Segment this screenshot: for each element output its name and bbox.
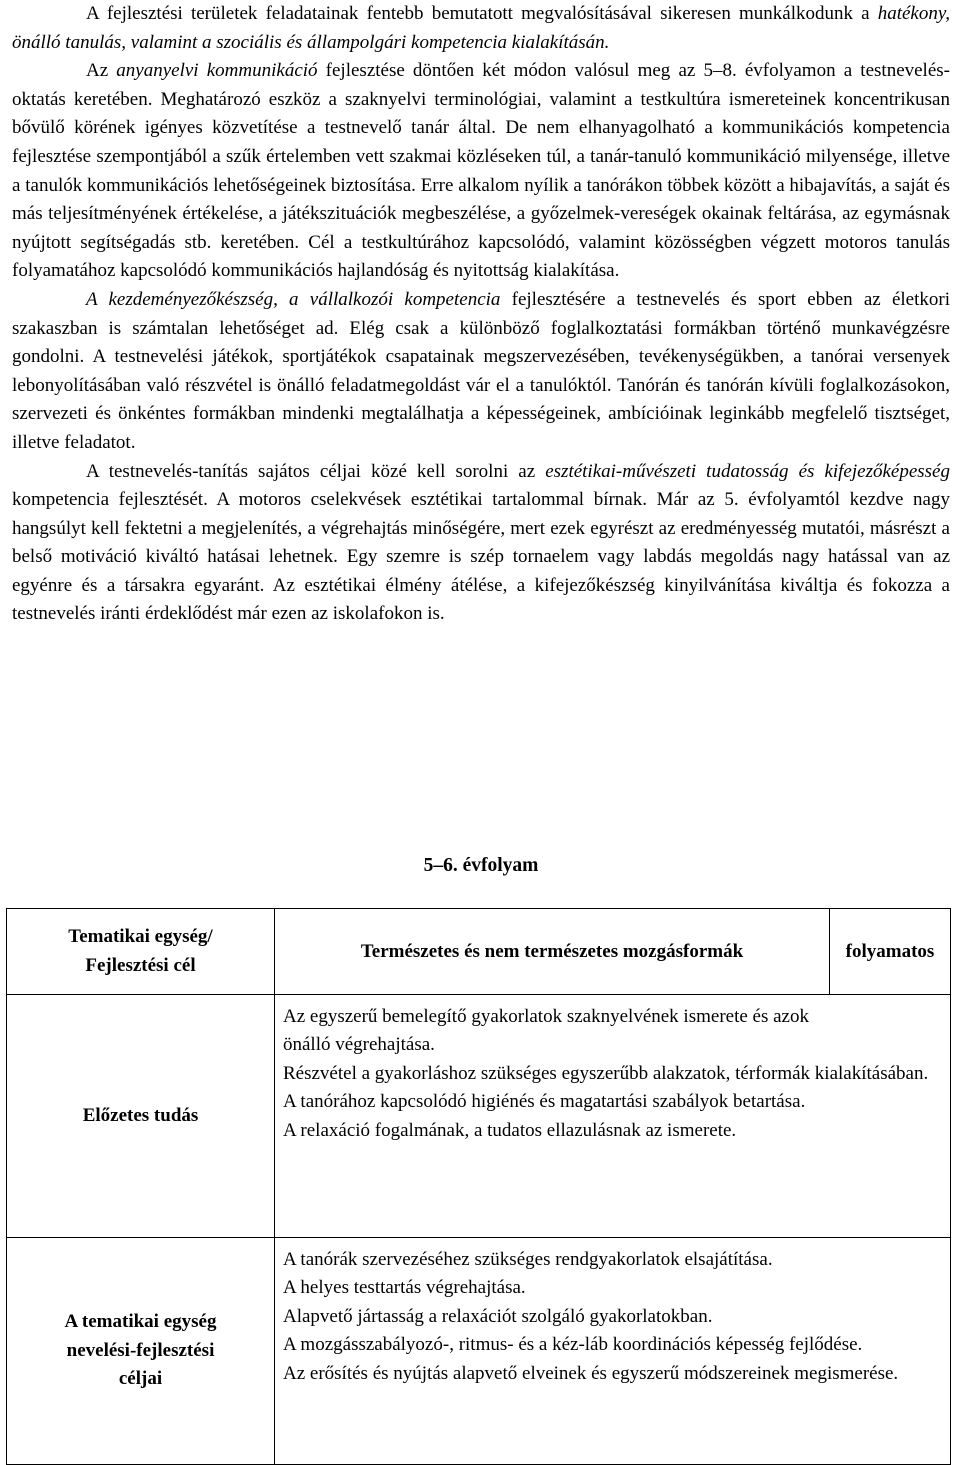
text-run: A fejlesztési területek feladatainak fentebb bemutatott megvalósításával sikeresen munkálkodunk a — [86, 3, 878, 24]
list-item: A relaxáció fogalmának, a tudatos ellazulásnak az ismerete. — [283, 1119, 737, 1141]
list-item: Az egyszerű bemelegítő gyakorlatok szaknyelvének ismerete és azok — [283, 1006, 809, 1027]
document-page — [12, 0, 950, 876]
text-run: fejlesztésére a testnevelés és sport ebben az életkori szakaszban is számtalan lehetőséget ad. Elég csak a különböző foglalkoztatási formákban történő munkavégzésre gondolni. A testnevelési játékok, sportjátékok csapatainak megszervezésében, tevékenységükben, a tanórai versenyek lebonyolításában való részvétel is önálló feladatmegoldást vár el a tanulóktól. Tanórán és tanórán kívüli foglalkozásokon, szervezeti és önkéntes formákban mindenki megtalálhatja a képességeinek, ambícióinak leginkább megfelelő tisztséget, illetve feladatot. — [12, 288, 950, 453]
cell-duration: folyamatos — [830, 909, 951, 995]
grade-heading: 5–6. évfolyam — [423, 855, 539, 876]
list-item: Részvétel a gyakorláshoz szükséges egyszerűbb alakzatok, térformák kialakításában. — [283, 1062, 929, 1084]
list-item: A tanórához kapcsolódó higiénés és magatartási szabályok betartása. — [283, 1091, 806, 1113]
italic-term: hatékony, önálló tanulás, valamint a szociális és állampolgári kompetencia kialakításán. — [12, 3, 950, 53]
goals-label-line: nevelési-fejlesztési — [66, 1339, 215, 1361]
unit-label-line: Tematikai egység/ — [68, 926, 213, 947]
text-run: fejlesztése döntően két módon valósul meg az 5–8. évfolyamon a testnevelés-oktatás keretében. Meghatározó eszköz a szaknyelvi terminológiai, valamint a testkultúra ismereteinek koncentrikusan bővülő körének igényes közvetítése a testnevelő tanár által. De nem elhanyagolható a kommunikációs kompetencia fejlesztése szempontjából a szűk értelemben vett szakmai közléseken túl, a tanár-tanuló kommunikáció milyensége, illetve a tanulók kommunikációs lehetőségeinek biztosítása. Erre alkalom nyílik a tanórákon többek között a hibajavítás, a saját és más teljesítményének értékelése, a játékszituációk megbeszélése, a győzelmek-vereségek okainak feltárása, az egymásnak nyújtott segítségadás stb. keretében. Cél a testkultúrához kapcsolódó, valamint közösségben végzett motoros tanulás folyamatához kapcsolódó kommunikációs hajlandóság és nyitottság kialakítása. — [12, 60, 950, 282]
list-item: Alapvető jártasság a relaxációt szolgáló gyakorlatokban. — [283, 1305, 713, 1327]
table-row-prior-knowledge — [7, 995, 951, 1238]
italic-term: A kezdeményezőkészség, a vállalkozói kompetencia — [86, 288, 501, 310]
cell-goals-list — [275, 1238, 951, 1465]
paragraph-initiative — [12, 286, 950, 458]
paragraph-competence-learning — [12, 0, 950, 57]
cell-prior-knowledge-list — [275, 995, 951, 1238]
list-item: A helyes testtartás végrehajtása. — [283, 1277, 526, 1299]
text-run: kompetencia fejlesztését. A motoros cselekvések esztétikai tartalommal bírnak. Már az 5. évfolyamtól kezdve nagy hangsúlyt kell fektetni a megjelenítés, a végrehajtás minőségére, mert ezek egyrészt az eredményesség mutatói, másrészt a belső motiváció kiváltó hatásai lehetnek. Egy szemre is szép tornaelem vagy labdás megoldás nagy hatással van az egyénre és a társakra egyaránt. Az esztétikai élmény átélése, a kifejezőkészség kinyilvánítása kiváltja és fokozza a testnevelés iránti érdeklődést már ezen az iskolafokon is. — [12, 489, 950, 625]
table-row-header — [7, 909, 951, 995]
paragraph-aesthetics — [12, 458, 950, 630]
cell-goals-label — [7, 1238, 275, 1465]
list-item: A tanórák szervezéséhez szükséges rendgyakorlatok elsajátítása. — [283, 1249, 773, 1270]
curriculum-table — [6, 908, 951, 1465]
goals-label-line: A tematikai egység — [64, 1311, 217, 1333]
paragraph-communication — [12, 57, 950, 286]
italic-term: anyanyelvi kommunikáció — [116, 60, 318, 82]
cell-unit-title: Természetes és nem természetes mozgásformák — [275, 909, 830, 995]
list-item: Az erősítés és nyújtás alapvető elveinek és egyszerű módszereinek megismerése. — [283, 1362, 899, 1384]
table-row-goals — [7, 1238, 951, 1465]
list-item: A mozgásszabályozó-, ritmus- és a kéz-láb koordinációs képesség fejlődése. — [283, 1334, 863, 1356]
cell-prior-knowledge-label: Előzetes tudás — [7, 995, 275, 1238]
text-run: Az — [86, 60, 117, 82]
list-item: önálló végrehajtása. — [283, 1034, 435, 1056]
unit-label-line: Fejlesztési cél — [85, 954, 196, 976]
cell-unit-label — [7, 909, 275, 995]
goals-label-line: céljai — [118, 1368, 163, 1390]
text-run: A testnevelés-tanítás sajátos céljai közé kell sorolni az — [86, 460, 546, 482]
italic-term: esztétikai-művészeti tudatosság és kifejezőképesség — [545, 460, 950, 482]
